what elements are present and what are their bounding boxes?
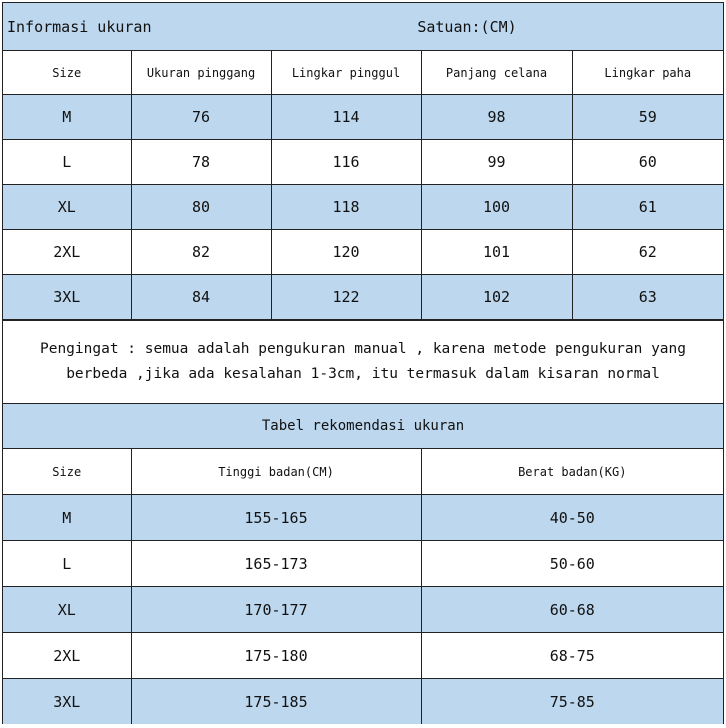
cell: 60 (572, 140, 723, 185)
table-row (3, 95, 723, 140)
header-size: Size (3, 449, 131, 495)
table-row (3, 230, 723, 275)
note-line-1: Pengingat : semua adalah pengukuran manual , karena metode pengukuran yang (39, 341, 686, 357)
header-lingkar-pinggul: Lingkar pinggul (271, 51, 421, 95)
cell: 165-173 (131, 541, 421, 587)
table-row (3, 633, 723, 679)
size-chart-sheet (2, 2, 724, 724)
cell: M (3, 95, 131, 140)
cell: 59 (572, 95, 723, 140)
table-row (3, 541, 723, 587)
size-table-title-row (3, 3, 723, 51)
cell: XL (3, 587, 131, 633)
cell: 76 (131, 95, 271, 140)
cell: 50-60 (421, 541, 723, 587)
cell: 3XL (3, 275, 131, 320)
cell: 118 (271, 185, 421, 230)
cell: 122 (271, 275, 421, 320)
cell: 120 (271, 230, 421, 275)
header-lingkar-paha: Lingkar paha (572, 51, 723, 95)
cell: 40-50 (421, 495, 723, 541)
cell: 2XL (3, 230, 131, 275)
cell: 155-165 (131, 495, 421, 541)
cell: XL (3, 185, 131, 230)
cell: 62 (572, 230, 723, 275)
header-tinggi-badan: Tinggi badan(CM) (131, 449, 421, 495)
cell: 99 (421, 140, 572, 185)
size-table-header-row (3, 51, 723, 95)
cell: L (3, 541, 131, 587)
header-berat-badan: Berat badan(KG) (421, 449, 723, 495)
cell: 84 (131, 275, 271, 320)
cell: 175-185 (131, 679, 421, 725)
recommendation-header-row (3, 449, 723, 495)
cell: 2XL (3, 633, 131, 679)
cell: 101 (421, 230, 572, 275)
cell: 60-68 (421, 587, 723, 633)
cell: 82 (131, 230, 271, 275)
table-row (3, 275, 723, 320)
cell: 100 (421, 185, 572, 230)
note-line-2: berbeda ,jika ada kesalahan 1-3cm, itu termasuk dalam kisaran normal (66, 366, 660, 382)
cell: 175-180 (131, 633, 421, 679)
cell: 170-177 (131, 587, 421, 633)
table-row (3, 140, 723, 185)
recommendation-title-row (3, 404, 723, 449)
header-ukuran-pinggang: Ukuran pinggang (131, 51, 271, 95)
cell: 102 (421, 275, 572, 320)
size-table-unit: Satuan:(CM) (271, 3, 723, 51)
cell: L (3, 140, 131, 185)
measurement-note (3, 320, 723, 404)
recommendation-title: Tabel rekomendasi ukuran (3, 404, 723, 449)
cell: 61 (572, 185, 723, 230)
header-panjang-celana: Panjang celana (421, 51, 572, 95)
cell: 98 (421, 95, 572, 140)
table-row (3, 495, 723, 541)
table-row (3, 587, 723, 633)
cell: 116 (271, 140, 421, 185)
cell: 63 (572, 275, 723, 320)
cell: 68-75 (421, 633, 723, 679)
recommendation-table (3, 404, 723, 724)
cell: 75-85 (421, 679, 723, 725)
cell: 3XL (3, 679, 131, 725)
table-row (3, 679, 723, 725)
size-table (3, 3, 723, 320)
table-row (3, 185, 723, 230)
size-table-title: Informasi ukuran (3, 3, 271, 51)
header-size: Size (3, 51, 131, 95)
cell: M (3, 495, 131, 541)
cell: 114 (271, 95, 421, 140)
cell: 78 (131, 140, 271, 185)
cell: 80 (131, 185, 271, 230)
